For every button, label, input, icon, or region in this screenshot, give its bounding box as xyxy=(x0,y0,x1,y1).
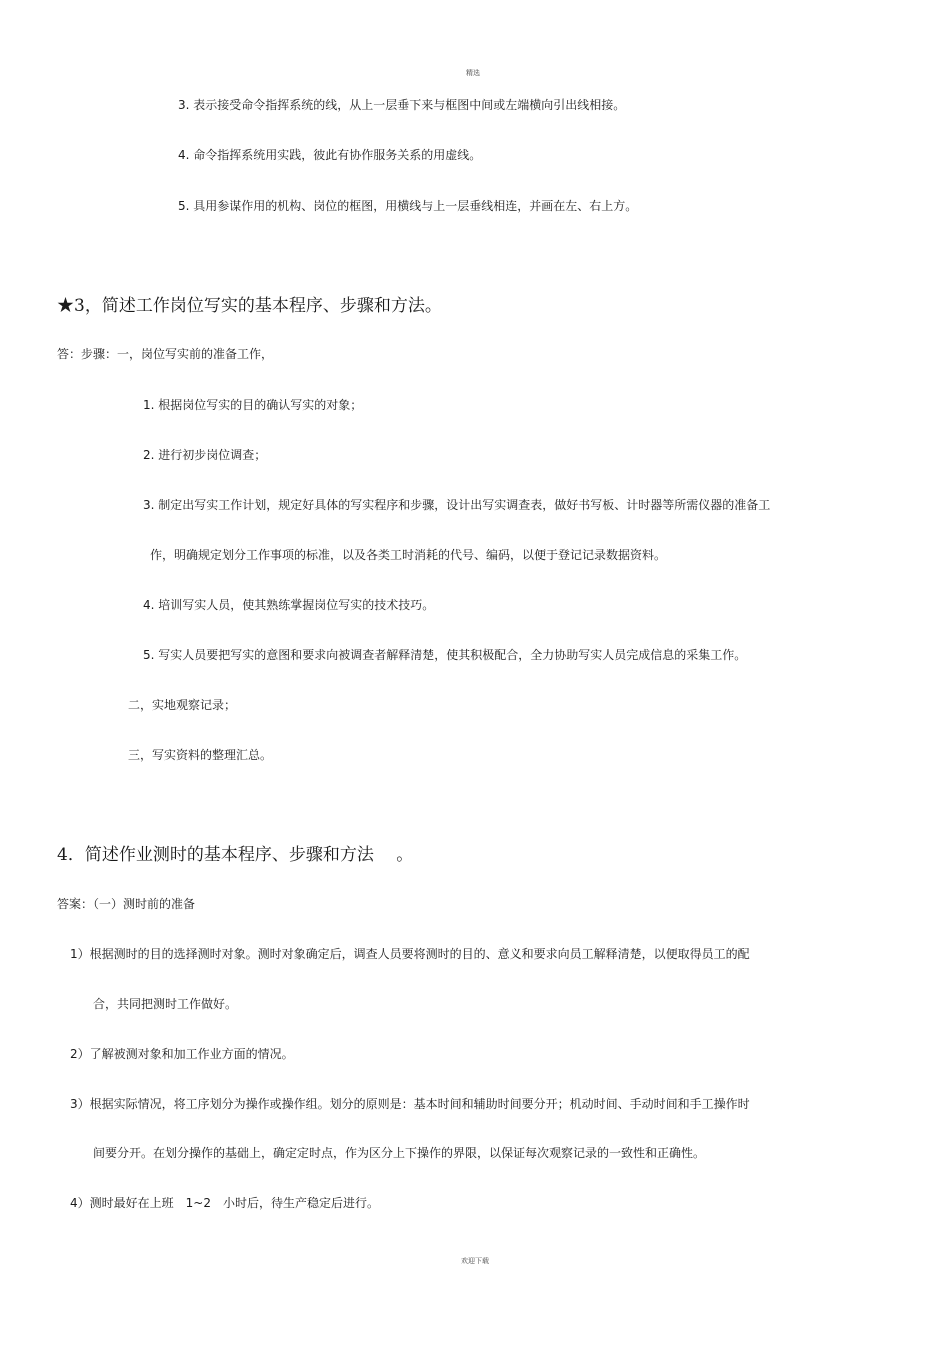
q3-prep-item: 2. 进行初步岗位调查； xyxy=(143,448,267,462)
page-header: 精选 xyxy=(466,69,480,77)
intro-item: 4. 命令指挥系统用实践，彼此有协作服务关系的用虚线。 xyxy=(178,148,482,162)
q4-item: 3）根据实际情况，将工序划分为操作或操作组。划分的原则是：基本时间和辅助时间要分开；机动时间、手动时间和手工操作时 xyxy=(70,1097,750,1111)
q4-item-continued: 间要分开。在划分操作的基础上，确定定时点，作为区分上下操作的界限，以保证每次观察记录的一致性和正确性。 xyxy=(93,1146,706,1160)
q3-prep-item: 5. 写实人员要把写实的意图和要求向被调查者解释清楚，使其积极配合，全力协助写实人员完成信息的采集工作。 xyxy=(143,648,747,662)
q3-prep-item: 4. 培训写实人员，使其熟练掌握岗位写实的技术技巧。 xyxy=(143,598,435,612)
q3-prep-item-continued: 作，明确规定划分工作事项的标准，以及各类工时消耗的代号、编码，以便于登记记录数据资料。 xyxy=(150,548,667,562)
q3-prep-item: 1. 根据岗位写实的目的确认写实的对象； xyxy=(143,398,363,412)
q4-item: 1）根据测时的目的选择测时对象。测时对象确定后，调查人员要将测时的目的、意义和要求向员工解释清楚，以便取得员工的配 xyxy=(70,947,750,961)
question-4-title: 4．简述作业测时的基本程序、步骤和方法 。 xyxy=(57,845,414,865)
q3-step-3: 三，写实资料的整理汇总。 xyxy=(128,748,273,762)
q4-item: 2）了解被测对象和加工作业方面的情况。 xyxy=(70,1047,294,1061)
question-3-title: ★3，简述工作岗位写实的基本程序、步骤和方法。 xyxy=(57,296,442,316)
page-footer: 欢迎下载 xyxy=(461,1257,489,1265)
q3-step-2: 二，实地观察记录； xyxy=(128,698,237,712)
q4-item-continued: 合，共同把测时工作做好。 xyxy=(93,997,238,1011)
q4-item: 4）测时最好在上班 1~2 小时后，待生产稳定后进行。 xyxy=(70,1196,379,1210)
q3-prep-item: 3. 制定出写实工作计划，规定好具体的写实程序和步骤，设计出写实调查表，做好书写板、计时器等所需仪器的准备工 xyxy=(143,498,771,512)
intro-item: 5. 具用参谋作用的机构、岗位的框图，用横线与上一层垂线相连，并画在左、右上方。 xyxy=(178,199,638,213)
question-4-answer-intro: 答案：（一）测时前的准备 xyxy=(57,897,196,911)
intro-item: 3. 表示接受命令指挥系统的线，从上一层垂下来与框图中间或左端横向引出线相接。 xyxy=(178,98,626,112)
question-3-answer-intro: 答：步骤：一，岗位写实前的准备工作， xyxy=(57,347,274,361)
